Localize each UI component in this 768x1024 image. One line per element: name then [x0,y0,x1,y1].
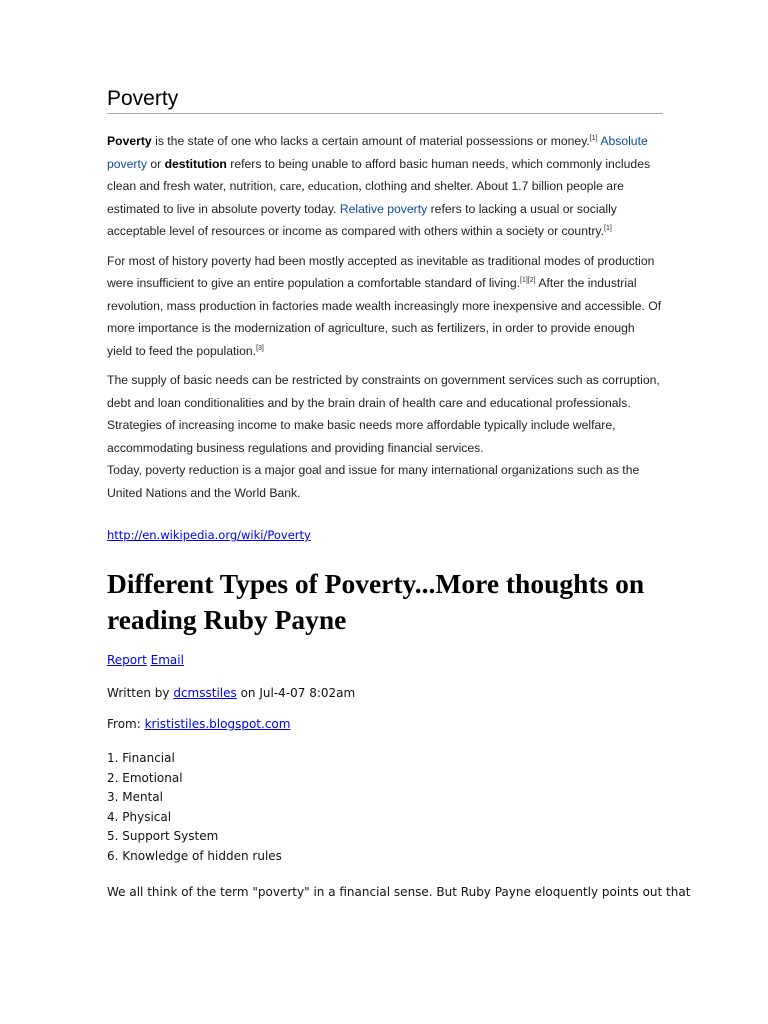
text: is the state of one who lacks a certain amount of material possessions or money. [151,134,590,148]
list-item: 3. Mental [107,790,163,804]
text: or [146,156,165,171]
text: For most of history poverty had been mostly accepted as inevitable as traditional modes of production were insufficient to give an entire population a comfortable standard of living. [107,253,655,290]
post-byline [107,686,355,700]
citation-ref[interactable]: [1] [604,225,612,232]
blog-post-title: Different Types of Poverty...More thoughts on reading Ruby Payne [107,568,645,635]
link-absolute-poverty[interactable]: Absolute poverty [107,134,648,171]
wiki-article-body [107,130,663,511]
list-item: 5. Support System [107,829,219,843]
list-item: 6. Knowledge of hidden rules [107,848,282,863]
link-relative-poverty[interactable]: Relative poverty [336,201,428,216]
term-poverty: Poverty [107,134,152,148]
text: After the industrial revolution, mass production in factories made wealth increasingly more inexpensive and accessible. Of more importance is the modernization of agriculture, such as fertilizers, in order to provide enough yield to feed the population. [107,276,662,358]
from-label: From: [107,717,145,731]
citation-ref[interactable]: [1] [589,135,598,142]
text-serif: care, education, [279,178,362,193]
wiki-paragraph-2 [107,250,663,363]
poverty-types-list [107,749,282,866]
wiki-paragraph-3: The supply of basic needs can be restricted by constraints on government services such as corruption, debt and loan conditionalities and by the brain drain of health care and educational professionals. Strategies of increasing income to make basic needs more affordable typically include welfare, accommodating business regulations and providing financial services. [107,373,660,455]
byline-date: on Jul-4-07 8:02am [236,686,356,700]
citation-ref[interactable]: [1][2] [520,277,536,284]
list-item: 4. Physical [107,809,172,824]
post-paragraph: We all think of the term "poverty" in a financial sense. But Ruby Payne eloquently points out that [107,885,691,899]
wiki-article-title: Poverty [107,87,663,114]
list-item: 2. Emotional [107,770,183,785]
text: refers to lacking a usual or socially acceptable level of resources or income as compared with others within a society or country. [107,201,617,238]
byline-prefix: Written by [107,686,174,700]
citation-ref[interactable]: [3] [256,344,264,352]
post-actions [107,653,184,667]
wiki-paragraph-1 [107,130,663,243]
source-blog-link[interactable]: krististiles.blogspot.com [144,717,291,731]
author-link[interactable]: dcmsstiles [173,686,237,700]
term-destitution: destitution [164,156,227,171]
wikipedia-source-link[interactable]: http://en.wikipedia.org/wiki/Poverty [107,528,311,542]
email-link[interactable]: Email [150,653,184,667]
wiki-paragraph-4: Today, poverty reduction is a major goal and issue for many international organizations such as the United Nations and the World Bank. [107,463,640,500]
report-link[interactable]: Report [107,653,147,667]
list-item: 1. Financial [107,751,175,765]
post-source [107,717,290,731]
text: refers to being unable to afford basic human needs, which commonly includes clean and fresh water, nutrition, [107,156,651,193]
text: clothing and shelter. About 1.7 billion people are estimated to live in absolute poverty today. [107,179,624,216]
